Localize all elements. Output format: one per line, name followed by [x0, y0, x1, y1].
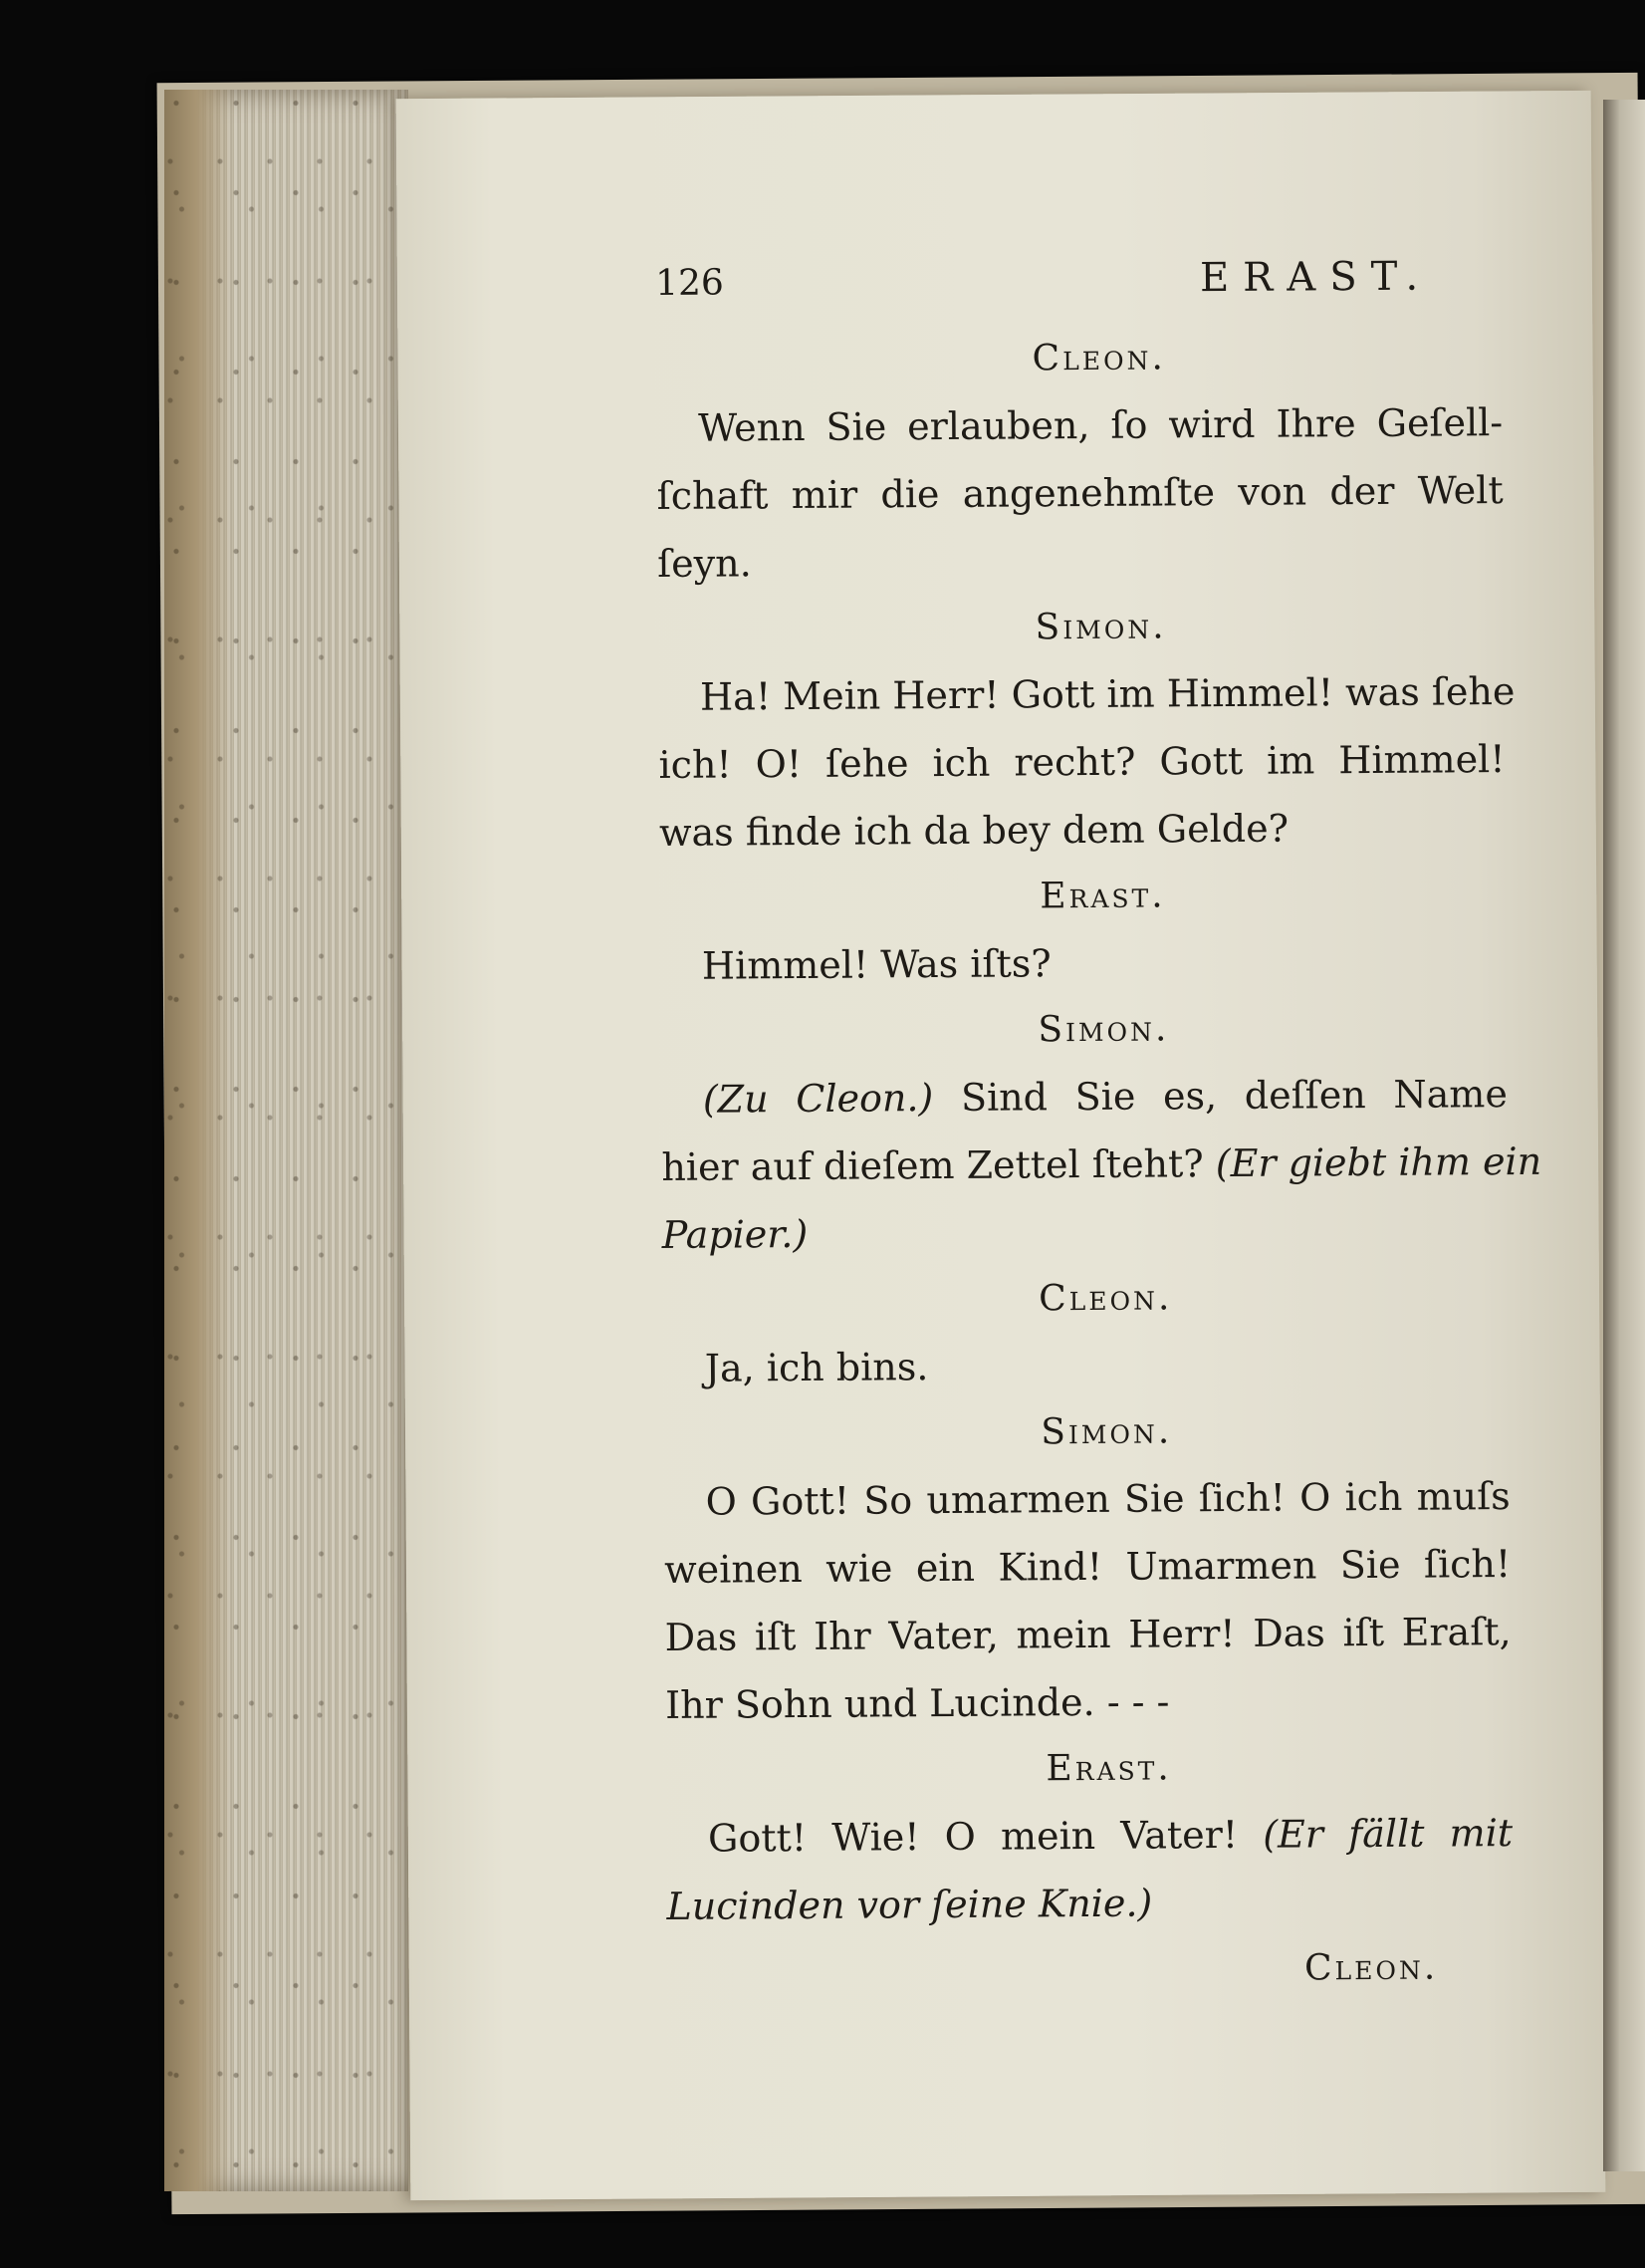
stage-direction: (Zu Cleon.) — [702, 1076, 934, 1122]
text-line: Himmel! Was iſts? — [701, 941, 1052, 988]
text-line: Das iſt Ihr Vater, mein Herr! Das iſt Eraſt, — [664, 1610, 1512, 1659]
text-line: ſeyn. — [656, 541, 752, 586]
catchword: Cleon. — [1303, 1946, 1439, 1989]
text-line: Wenn Sie erlauben, ſo wird Ihre Geſell- — [698, 400, 1504, 450]
text-line: Ha! Mein Herr! Gott im Himmel! was ſehe — [699, 668, 1516, 719]
speaker-label: Simon. — [1041, 1410, 1173, 1453]
speaker-label: Cleon. — [1032, 337, 1166, 379]
text-line — [666, 1799, 1513, 1873]
text-span: Sind Sie es, deſſen Name — [933, 1072, 1509, 1121]
text-span: Gott! Wie! O mein Vater! — [707, 1812, 1264, 1861]
speaker-label: Erast. — [1046, 1747, 1172, 1790]
page-edges — [164, 90, 408, 2191]
speaker-label: Simon. — [1038, 1008, 1170, 1051]
text-line: Ja, ich bins. — [704, 1345, 929, 1390]
running-head: ERAST. — [1199, 253, 1433, 302]
text-line: Ihr Sohn und Lucinde. - - - — [664, 1679, 1170, 1727]
page-header — [655, 254, 1432, 329]
text-line: ſchaft mir die angenehmſte von der Welt — [656, 468, 1504, 518]
page-text — [655, 253, 1542, 1940]
text-span: hier auf dieſem Zettel ſteht? — [661, 1141, 1216, 1189]
text-line: weinen wie ein Kind! Umarmen Sie ſich! — [664, 1542, 1512, 1592]
stage-direction: (Er fällt mit — [1263, 1811, 1514, 1857]
speaker-label: Cleon. — [1039, 1277, 1173, 1320]
text-line: ich! O! ſehe ich recht? Gott im Himmel! — [658, 737, 1506, 787]
text-line: O Gott! So umarmen Sie ſich! O ich muſs — [705, 1474, 1511, 1524]
text-line: was finde ich da bey dem Gelde? — [658, 806, 1290, 855]
facing-page-edge — [1603, 100, 1645, 2171]
text-line — [661, 1060, 1508, 1134]
speaker-label: Erast. — [1040, 875, 1166, 917]
stage-direction: (Er giebt ihm ein — [1215, 1138, 1542, 1186]
speaker-label: Simon. — [1035, 606, 1167, 648]
page-number: 126 — [655, 262, 725, 304]
stage-direction: Papier.) — [661, 1211, 809, 1257]
stage-direction: Lucinden vor ſeine Knie.) — [666, 1881, 1153, 1928]
text-line — [661, 1128, 1542, 1201]
